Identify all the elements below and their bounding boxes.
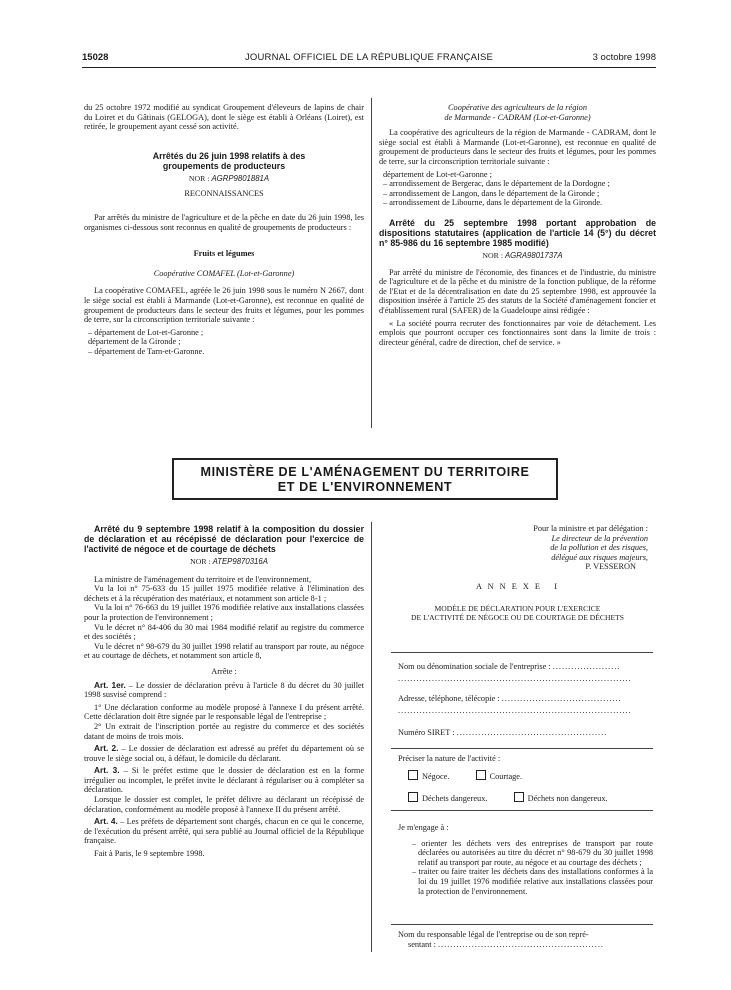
visa-1: La ministre de l'aménagement du territoire et de l'environnement, [94, 574, 312, 584]
article-2-label: Art. 2. [94, 743, 119, 754]
engage-list [398, 839, 653, 897]
option-non-dangereux-label: Déchets non dangereux. [527, 794, 608, 803]
option-dangereux-label: Déchets dangereux. [422, 794, 488, 803]
intro-paragraph: du 25 octobre 1972 modifié au syndicat Groupement d'éleveurs de lapins de chair du Loiret et du Gâtinais (GELOGA), dont le siège est établi à Orléans (Loiret), est retirée, le groupement ayant cessé son activité. [84, 103, 364, 132]
left-column-top [84, 103, 364, 357]
article-3-label: Art. 3. [94, 765, 120, 776]
checkbox-negoce[interactable] [408, 770, 418, 780]
signature-line-1: Pour la ministre et par délégation : [533, 524, 648, 533]
left-column-bottom [84, 524, 364, 862]
form-rule-2 [391, 748, 653, 749]
list-item: – traiter ou faire traiter les déchets dans des installations conformes à la loi du 19 juillet 1976 modifiée relative aux installations classées pour la protection de l'environnement. [412, 867, 653, 896]
arrete-title-dechets: Arrêté du 9 septembre 1998 relatif à la composition du dossier de déclaration et au récépissé de déclaration pour l'exercice de l'activité de négoce et de courtage de déchets [84, 524, 364, 554]
model-title-2: DE L'ACTIVITÉ DE NÉGOCE OU DE COURTAGE DE DÉCHETS [411, 613, 624, 623]
engage-heading: Je m'engage à : [398, 823, 449, 832]
checkbox-dechets-dangereux[interactable] [408, 792, 418, 802]
signature-block [379, 524, 656, 572]
article-3-text: – Si le préfet estime que le dossier de déclaration est en la forme irrégulier ou incomplet, le préfet invite le déclarant à régulariser ou à compléter sa déclaration. [84, 766, 364, 795]
list-item: département de la Gironde ; [88, 337, 181, 347]
list-item: – arrondissement de Langon, dans le département de la Gironde ; [383, 188, 600, 198]
dots: ............................................................................ [398, 674, 632, 683]
article-3-text-2: Lorsque le dossier est complet, le préfet délivre au déclarant un récépissé de déclaration, conformément au modèle proposé à l'annexe II du présent arrêté. [84, 795, 364, 814]
field-responsable-label-1: Nom du responsable légal de l'entreprise ou de son repré- [398, 930, 589, 939]
dots: ................................................. [456, 728, 608, 737]
annexe-title: A N N E X E I [475, 581, 559, 591]
subheading-fruits: Fruits et légumes [193, 249, 255, 259]
list-item: département de Lot-et-Garonne ; [383, 169, 492, 179]
option-negoce-label: Négoce. [422, 772, 450, 781]
form-rule-3 [391, 810, 653, 811]
list-item: – département de Tarn-et-Garonne. [88, 346, 205, 356]
article-1-label: Art. 1er. [94, 679, 126, 690]
cadram-list [379, 170, 656, 208]
arrete-title-septembre: Arrêté du 25 septembre 1998 portant approbation de dispositions statutaires (application de l'article 14 (5°) du décret n° 85-986 du 16 septembre 1985 modifié) [379, 217, 656, 248]
field-company-name [398, 662, 653, 684]
nor-label: NOR : [482, 250, 503, 260]
field-siret-label: Numéro SIRET : [398, 728, 455, 737]
nor-line [84, 557, 364, 567]
ministry-line-2: ET DE L'ENVIRONNEMENT [277, 480, 453, 494]
coop-title-cadram-1: Coopérative des agriculteurs de la région [448, 103, 587, 112]
nor-line [84, 174, 364, 184]
nor-code: AGRP9801881A [211, 173, 270, 183]
visa-4: Vu le décret n° 84-406 du 30 mai 1984 modifié relatif au registre du commerce et des sociétés ; [84, 622, 364, 642]
comafel-list [84, 328, 364, 357]
visa-2: Vu la loi n° 75-633 du 15 juillet 1975 modifiée relative à l'élimination des déchets et à la récupération des matériaux, et notamment son article 8-1 ; [84, 584, 364, 603]
coop-title-comafel: Coopérative COMAFEL (Lot-et-Garonne) [153, 268, 295, 278]
article-1-text: – Le dossier de déclaration prévu à l'article 8 du décret du 30 juillet 1998 susvisé comprend : [84, 680, 364, 700]
arrete-word: Arrête : [211, 666, 237, 676]
nor-label: NOR : [188, 173, 210, 183]
article-1-item-2: 2° Un extrait de l'inscription portée au registre du commerce et des sociétés datant de moins de trois mois. [84, 721, 364, 741]
article-3 [84, 766, 364, 795]
ministry-line-1: MINISTÈRE DE L'AMÉNAGEMENT DU TERRITOIRE [200, 465, 530, 479]
field-siret [398, 728, 653, 738]
paragraph-comafel: La coopérative COMAFEL, agréée le 26 juin 1998 sous le numéro N 2667, dont le siège social est établi à Marmande (Lot-et-Garonne), est reconnue en qualité de groupement de producteurs dans le secteur des fruits et légumes, pour les pommes de terre, sur la circonscription territoriale suivante : [84, 286, 364, 325]
engagement-block [398, 823, 653, 896]
column-divider-bottom [371, 522, 372, 952]
article-4-text: – Les préfets de département sont chargés, chacun en ce qui le concerne, de l'exécution du présent arrêté, qui sera publié au Journal officiel de la République française. [84, 817, 365, 846]
signature-line-4: délégué aux risques majeurs, [551, 552, 648, 562]
option-courtage-label: Courtage. [489, 772, 523, 781]
dots: ...................... [552, 662, 621, 671]
model-title-1: MODÈLE DE DÉCLARATION POUR L'EXERCICE [434, 603, 601, 613]
nor-line [379, 251, 656, 261]
field-nature [398, 754, 653, 804]
paragraph-safer: Par arrêté du ministre de l'économie, des finances et de l'industrie, du ministre de l'agriculture et de la pêche et du ministre de la fonction publique, de la réforme de l'Etat et de la décentralisation en date du 25 septembre 1998, est approuvée la disposition insérée à l'article 25 des statuts de la Société d'aménagement foncier et d'établissement rural (SAFER) de la Guadeloupe ainsi rédigée : [379, 267, 656, 315]
ministry-banner [172, 458, 558, 500]
article-4 [84, 817, 364, 846]
article-4-label: Art. 4. [94, 816, 118, 827]
field-address [398, 694, 653, 716]
issue-date: 3 octobre 1998 [592, 52, 656, 63]
column-divider-top [371, 98, 372, 428]
quote-safer: « La société pourra recruter des fonctionnaires par voie de détachement. Les emplois que pourront occuper ces fonctionnaires sont dans la limite de trois : directeur général, cadre de direction, chef de service. » [379, 318, 656, 347]
dots: ....................................... [501, 694, 622, 703]
field-nature-label: Préciser la nature de l'activité : [398, 754, 501, 763]
field-responsable [398, 930, 653, 950]
field-address-label: Adresse, téléphone, télécopie : [398, 694, 500, 703]
article-2-text: – Le dossier de déclaration est adressé au préfet du département où se trouve le siège social ou, à défaut, le domicile du déclarant. [84, 744, 364, 763]
section-heading: RECONNAISSANCES [184, 189, 264, 199]
coop-title-cadram-2: de Marmande - CADRAM (Lot-et-Garonne) [444, 112, 591, 122]
page-header [82, 52, 656, 66]
nor-code: ATEP9870316A [212, 557, 268, 566]
header-rule [82, 67, 656, 68]
dots: ...................................................... [437, 940, 604, 949]
list-item: – département de Lot-et-Garonne ; [88, 327, 204, 337]
page-number: 15028 [82, 52, 109, 63]
visa-5: Vu le décret n° 98-679 du 30 juillet 1998 relatif au transport par route, au négoce et au courtage de déchets, et notamment son article 8, [84, 641, 364, 661]
article-1-item-1: 1° Une déclaration conforme au modèle proposé à l'annexe I du présent arrêté. Cette déclaration doit être signée par le responsable légal de l'entreprise ; [84, 702, 364, 722]
article-2 [84, 744, 364, 763]
form-rule-top [391, 652, 653, 653]
signature-line-3: de la pollution et des risques, [550, 543, 648, 553]
done-at: Fait à Paris, le 9 septembre 1998. [94, 849, 205, 859]
signature-name: P. VESSERON [585, 562, 636, 572]
signature-line-2: Le directeur de la prévention [551, 533, 648, 543]
list-item: – orienter les déchets vers des entreprises de transport par route déclarées ou autorisées au titre du décret n° 98-679 du 30 juillet 1998 relatif au transport par route, au négoce et au courtage des déchets ; [412, 838, 653, 867]
waste-options-row [398, 792, 653, 804]
article-1 [84, 681, 364, 700]
nor-code: AGRA9801737A [504, 250, 563, 260]
paragraph-arretes: Par arrêtés du ministre de l'agriculture et de la pêche en date du 26 juin 1998, les organismes ci-dessous sont reconnus en qualité de groupements de producteurs : [84, 212, 364, 232]
field-company-name-label: Nom ou dénomination sociale de l'entreprise : [398, 662, 551, 671]
field-responsable-label-2: sentant : [408, 940, 436, 949]
journal-title: JOURNAL OFFICIEL DE LA RÉPUBLIQUE FRANÇAISE [244, 52, 494, 63]
checkbox-courtage[interactable] [476, 770, 486, 780]
arrete-title-juin: Arrêtés du 26 juin 1998 relatifs à des groupements de producteurs [152, 150, 306, 171]
list-item: – arrondissement de Bergerac, dans le département de la Dordogne ; [383, 179, 610, 189]
nor-label: NOR : [190, 557, 211, 566]
dots: ............................................................................ [398, 706, 632, 715]
nature-options-row [398, 770, 653, 782]
list-item: – arrondissement de Libourne, dans le département de la Gironde. [383, 198, 603, 208]
checkbox-dechets-non-dangereux[interactable] [514, 792, 524, 802]
visa-3: Vu la loi n° 76-663 du 19 juillet 1976 modifiée relative aux installations classées pour la protection de l'environnement ; [84, 603, 364, 622]
right-column-bottom [379, 524, 656, 637]
form-rule-4 [391, 924, 653, 925]
paragraph-cadram: La coopérative des agriculteurs de la région de Marmande - CADRAM, dont le siège social est établi à Marmande (Lot-et-Garonne), est reconnue en qualité de groupement de producteurs dans le secteur des fruits et légumes, pour les pommes de terre, sur la circonscription territoriale suivante : [379, 128, 656, 166]
right-column-top [379, 103, 656, 350]
